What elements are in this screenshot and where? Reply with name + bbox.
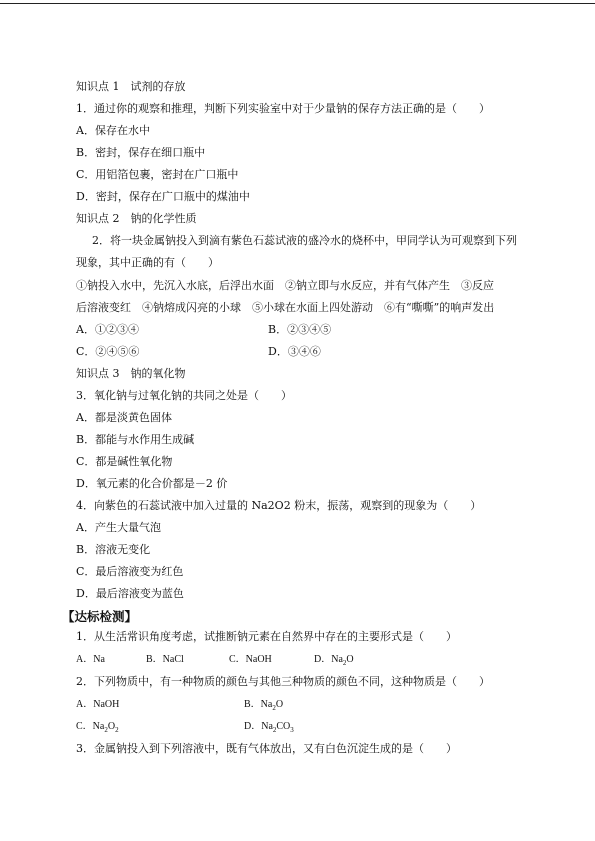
- top-rule: [0, 3, 595, 4]
- q1-option-b: B．密封，保存在细口瓶中: [76, 146, 206, 159]
- test-question-3: 3．金属钠投入到下列溶液中，既有气体放出，又有白色沉淀生成的是（ ）: [76, 742, 457, 755]
- q1-option-a: A．保存在水中: [76, 124, 150, 137]
- q4-option-a: A．产生大量气泡: [76, 521, 161, 534]
- q4-option-d: D．最后溶液变为蓝色: [76, 587, 184, 600]
- q4-option-c: C．最后溶液变为红色: [76, 565, 184, 578]
- q2-option-c: C．②④⑤⑥: [76, 345, 140, 358]
- test-q2-option-d: D．$Na_2CO_3$: [244, 721, 294, 734]
- q2-option-b: B．②③④⑤: [268, 323, 332, 336]
- test-q1-option-d: D．$Na_2O$: [314, 654, 354, 667]
- q2-option-d: D．③④⑥: [268, 345, 321, 358]
- q4-option-b: B．溶液无变化: [76, 543, 151, 556]
- q3-option-a: A．都是淡黄色固体: [76, 411, 172, 424]
- test-question-1: 1．从生活常识角度考虑，试推断钠元素在自然界中存在的主要形式是（ ）: [76, 630, 457, 643]
- q3-option-c: C．都是碱性氧化物: [76, 455, 173, 468]
- q3-option-b: B．都能与水作用生成碱: [76, 433, 195, 446]
- test-question-2: 2．下列物质中，有一种物质的颜色与其他三种物质的颜色不同，这种物质是（ ）: [76, 675, 490, 688]
- q2-option-a: A．①②③④: [76, 323, 139, 336]
- question-2-line1: 2．将一块金属钠投入到滴有紫色石蕊试液的盛冷水的烧杯中，甲同学认为可观察到下列: [92, 234, 517, 247]
- test-q2-option-a: A．NaOH: [76, 699, 120, 710]
- q2-statements-line2: 后溶液变红 ④钠熔成闪亮的小球 ⑤小球在水面上四处游动 ⑥有“嘶嘶”的响声发出: [76, 301, 495, 314]
- q1-option-c: C．用铝箔包裹，密封在广口瓶中: [76, 168, 239, 181]
- q3-option-d: D．氧元素的化合价都是－2 价: [76, 477, 228, 490]
- question-4: 4．向紫色的石蕊试液中加入过量的 Na2O2 粉末，振荡，观察到的现象为（ ）: [76, 499, 482, 512]
- q2-statements-line1: ①钠投入水中，先沉入水底，后浮出水面 ②钠立即与水反应，并有气体产生 ③反应: [76, 279, 494, 292]
- question-2-line2: 现象，其中正确的有（ ）: [76, 256, 219, 269]
- question-1: 1．通过你的观察和推理，判断下列实验室中对于少量钠的保存方法正确的是（ ）: [76, 102, 490, 115]
- q1-option-d: D．密封，保存在广口瓶中的煤油中: [76, 190, 250, 203]
- section-heading-3: 知识点 3 钠的氧化物: [76, 367, 186, 380]
- test-q1-option-a: A．Na: [76, 654, 105, 665]
- section-heading-2: 知识点 2 钠的化学性质: [76, 212, 197, 225]
- section-heading-1: 知识点 1 试剂的存放: [76, 80, 186, 93]
- test-q1-option-b: B．NaCl: [146, 654, 184, 665]
- test-q1-option-c: C．NaOH: [229, 654, 272, 665]
- test-section-heading: 【达标检测】: [62, 609, 138, 624]
- question-3: 3．氧化钠与过氧化钠的共同之处是（ ）: [76, 389, 292, 402]
- test-q2-option-b: B．$Na_2O$: [244, 699, 284, 712]
- test-q2-option-c: C．$Na_2O_2$: [76, 721, 119, 734]
